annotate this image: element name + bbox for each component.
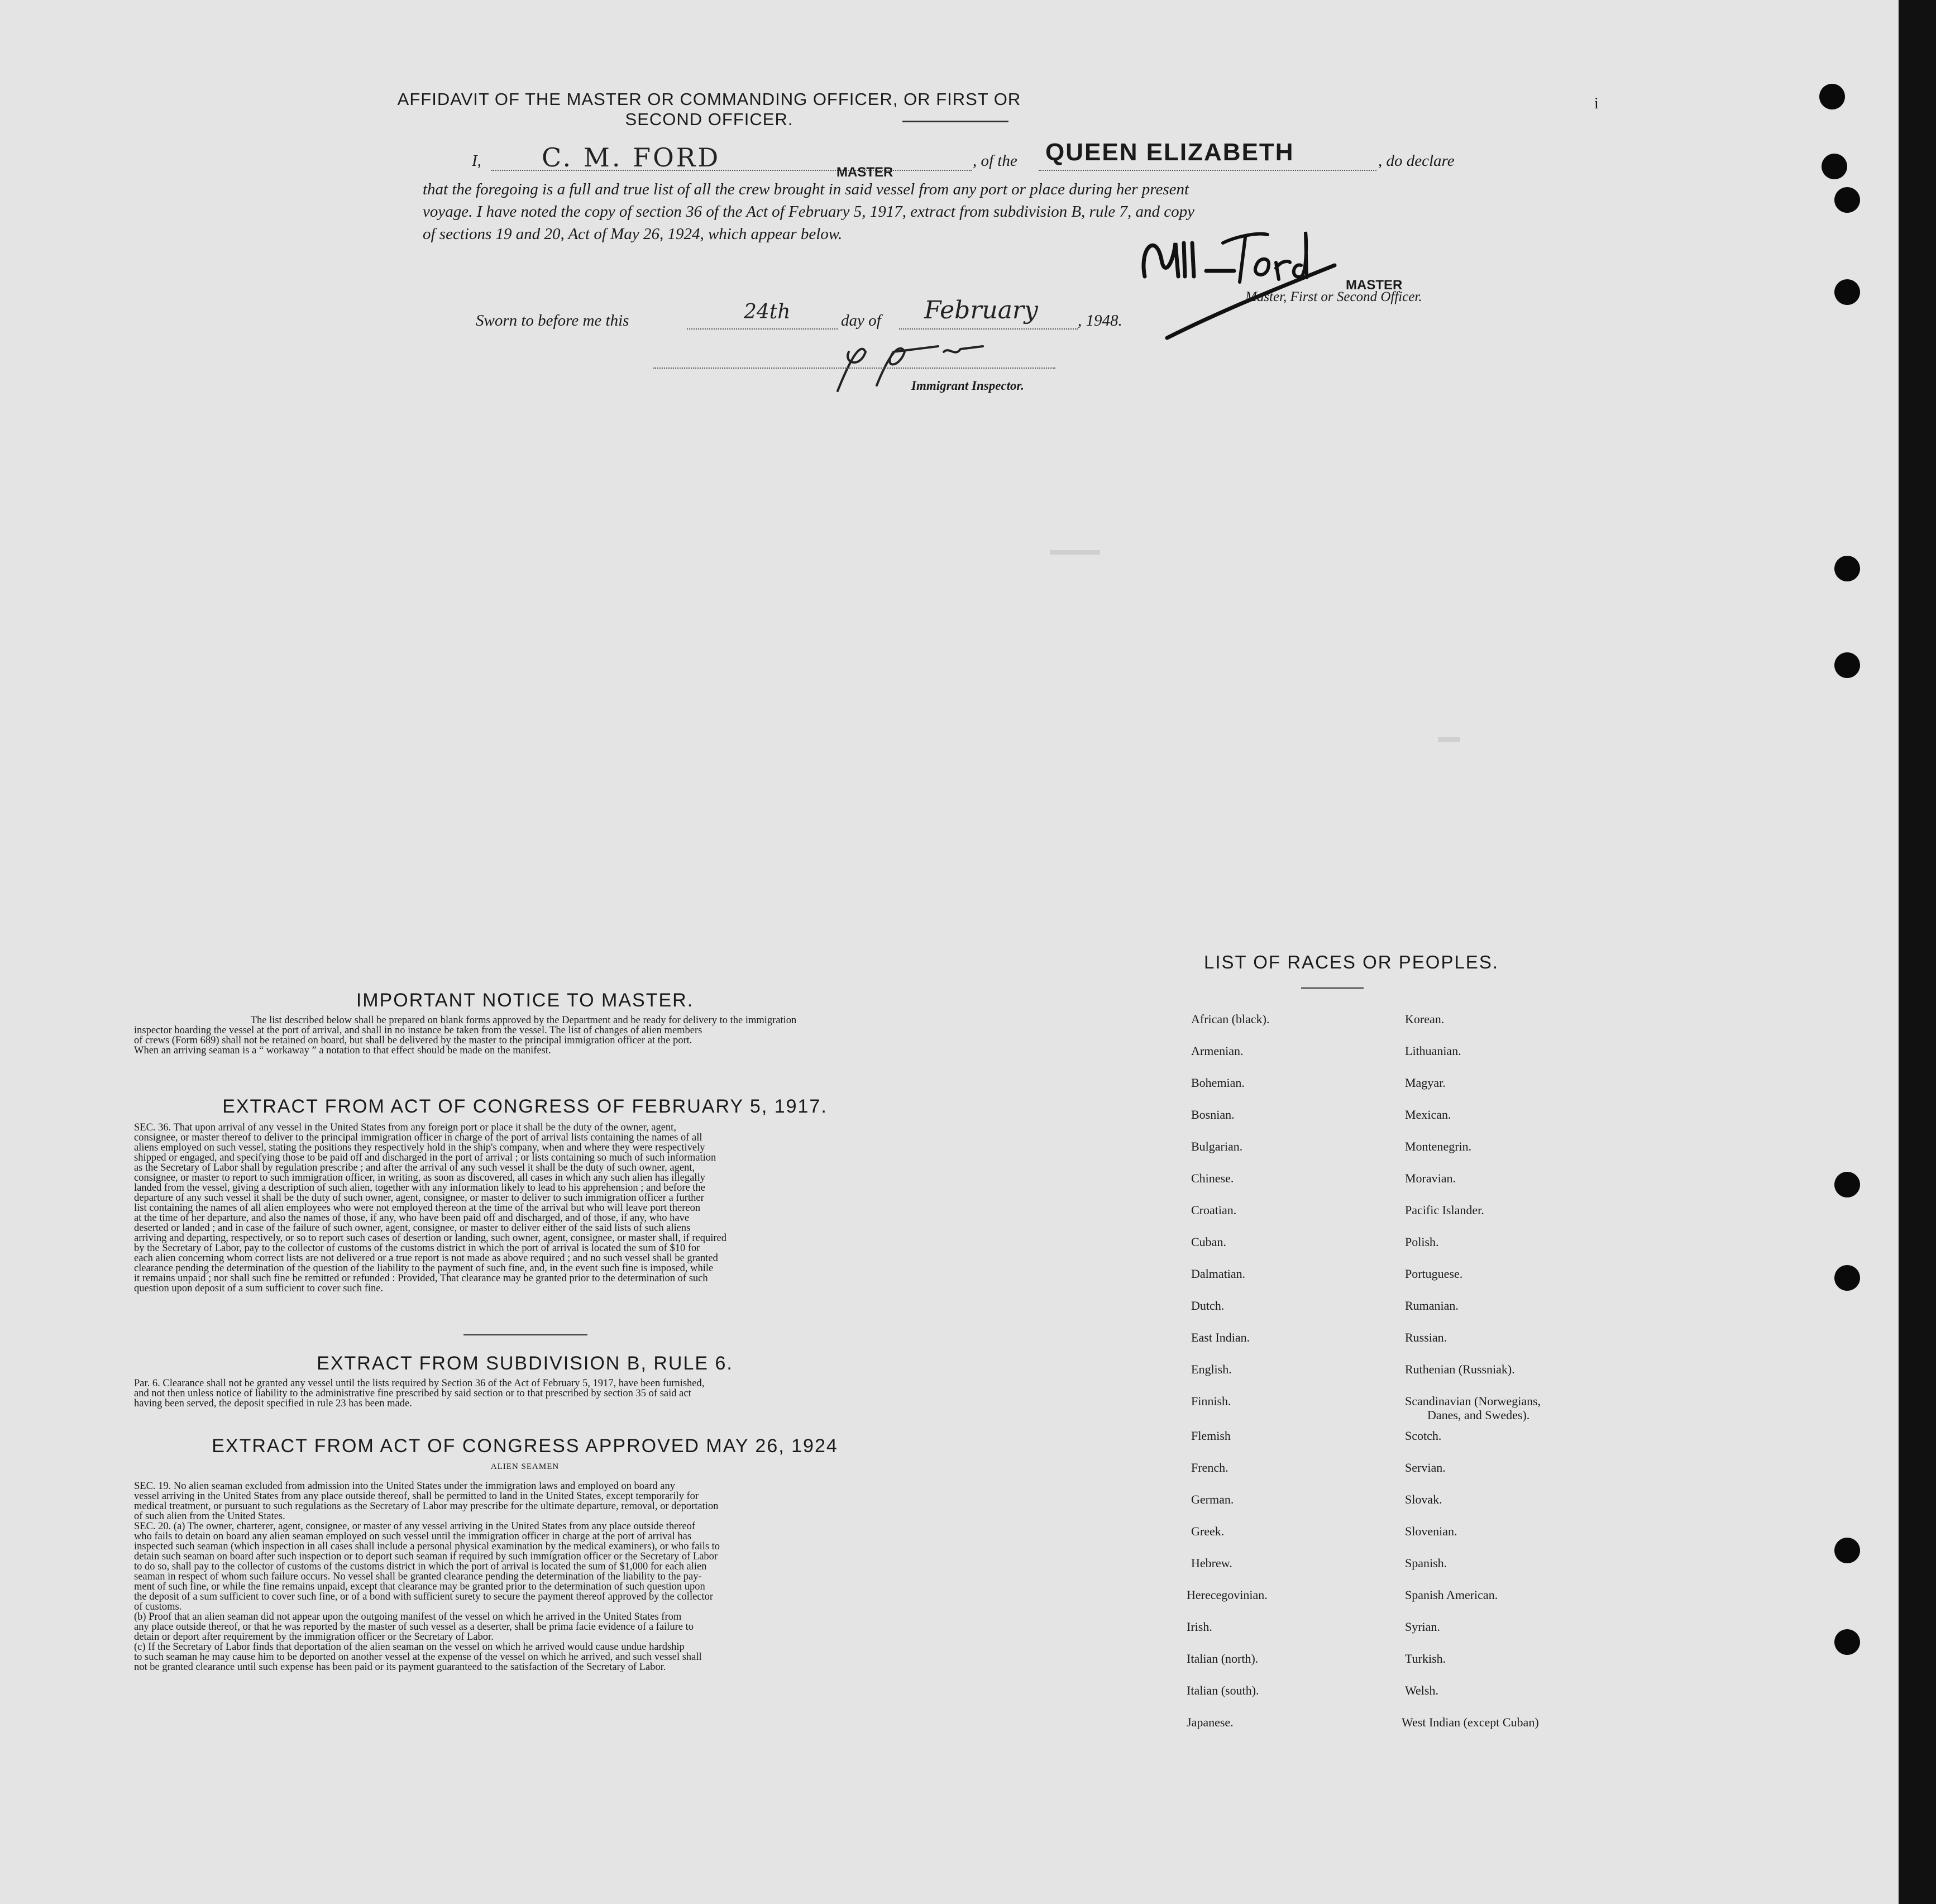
declarant-i: I, bbox=[472, 152, 481, 170]
race-item: Greek. bbox=[1191, 1524, 1225, 1538]
act-line: by the Secretary of Labor, pay to the collector of customs of the customs district in which the port of arrival is located the sum of $10 for bbox=[134, 1243, 700, 1254]
act-line: (b) Proof that an alien seaman did not appear upon the outgoing manifest of the vessel on which he arrived in the United States from bbox=[134, 1611, 682, 1623]
faint-stamp-mark bbox=[1438, 737, 1460, 742]
punch-hole bbox=[1834, 1629, 1860, 1655]
race-item: Finnish. bbox=[1191, 1394, 1231, 1408]
vessel-blank bbox=[1039, 170, 1376, 171]
race-item: Korean. bbox=[1405, 1012, 1445, 1026]
race-item: Spanish. bbox=[1405, 1556, 1447, 1570]
sworn-text: Sworn to before me this bbox=[476, 312, 629, 330]
act-line: departure of any such vessel it shall be the duty of such owner, agent, consignee, or master to deliver to such immigration officer a further bbox=[134, 1192, 704, 1204]
act-line: it remains unpaid ; nor shall such fine be remitted or refunded : Provided, That clearance may be granted prior to the determination of such bbox=[134, 1273, 708, 1284]
race-item: Scotch. bbox=[1405, 1429, 1442, 1443]
notice-title: IMPORTANT NOTICE TO MASTER. bbox=[356, 990, 694, 1011]
race-item: Servian. bbox=[1405, 1461, 1446, 1474]
race-item: Mexican. bbox=[1405, 1108, 1451, 1122]
act-line: question upon deposit of a sum sufficient to cover such fine. bbox=[134, 1283, 384, 1294]
race-item: Magyar. bbox=[1405, 1076, 1446, 1090]
race-item: Bohemian. bbox=[1191, 1076, 1245, 1090]
races-divider bbox=[1301, 987, 1364, 989]
race-item: German. bbox=[1191, 1492, 1234, 1506]
act-line: of such alien from the United States. bbox=[134, 1511, 285, 1522]
page-mark: i bbox=[1594, 95, 1599, 112]
race-item: Dalmatian. bbox=[1191, 1267, 1246, 1281]
master-signature bbox=[1122, 209, 1379, 349]
sworn-month: February bbox=[924, 296, 1038, 325]
race-item: Chinese. bbox=[1191, 1171, 1234, 1185]
notice-line: inspector boarding the vessel at the port of arrival, and shall in no instance be taken from the vessel. The list of changes of alien members bbox=[134, 1025, 702, 1036]
act-line: not be granted clearance until such expense has been paid or its payment guaranteed to the satisfaction of the Secretary of Labor. bbox=[134, 1662, 666, 1673]
declaration-line-2: that the foregoing is a full and true list of all the crew brought in said vessel from any port or place during her present bbox=[423, 180, 1189, 198]
race-item: Turkish. bbox=[1405, 1652, 1446, 1666]
race-item: Ruthenian (Russniak). bbox=[1405, 1362, 1515, 1376]
signature-caption: Master, First or Second Officer. bbox=[1245, 289, 1422, 304]
race-item: Syrian. bbox=[1405, 1620, 1440, 1634]
act-line: detain such seaman on board after such inspection or to deport such seaman if required by such immigration officer or the Secretary of Labor bbox=[134, 1551, 718, 1562]
affidavit-title: AFFIDAVIT OF THE MASTER OR COMMANDING OFFICER, OR FIRST OR SECOND OFFICER. bbox=[397, 89, 1021, 129]
act-line: the deposit of a sum sufficient to cover such fine, or of a bond with sufficient surety to secure the payment thereof approved by the collector bbox=[134, 1591, 714, 1602]
race-item: East Indian. bbox=[1191, 1330, 1250, 1344]
act-1924-subtitle: ALIEN SEAMEN bbox=[490, 1462, 560, 1471]
punch-hole bbox=[1834, 1538, 1860, 1563]
act-line: aliens employed on such vessel, stating the positions they respectively hold in the ship's company, when and where they were respectively bbox=[134, 1142, 705, 1153]
sworn-day: 24th bbox=[744, 300, 791, 323]
act-line: clearance pending the determination of the question of the liability to the payment of such fine, and, in the event such fine is imposed, while bbox=[134, 1263, 714, 1274]
race-item: Armenian. bbox=[1191, 1044, 1244, 1058]
race-item: Japanese. bbox=[1187, 1715, 1234, 1729]
subdivision-line: Par. 6. Clearance shall not be granted any vessel until the lists required by Section 36 of the Act of February 5, 1917, have been furnished, bbox=[134, 1378, 705, 1389]
signature-rank-stamp: MASTER bbox=[1346, 278, 1403, 293]
race-item: Irish. bbox=[1187, 1620, 1212, 1634]
notice-line: When an arriving seaman is a “ workaway ” a notation to that effect should be made on the manifest. bbox=[134, 1045, 551, 1056]
notice-line: The list described below shall be prepared on blank forms approved by the Department and be ready for delivery to the immigration bbox=[250, 1015, 797, 1026]
race-item: Scandinavian (Norwegians, bbox=[1405, 1394, 1541, 1408]
race-item: Bulgarian. bbox=[1191, 1139, 1243, 1153]
act-line: ment of such fine, or while the fine remains unpaid, except that clearance may be granted prior to the determination of such question upon bbox=[134, 1581, 705, 1592]
act-line: to do so, shall pay to the collector of customs of the customs district in which the port of arrival is located the sum of $1,000 for each alien bbox=[134, 1561, 707, 1572]
race-item: Spanish American. bbox=[1405, 1588, 1498, 1602]
act-line: any place outside thereof, or that he was reported by the master of such vessel as a deserter, shall be prima facie evidence of a failure to bbox=[134, 1621, 694, 1633]
race-item: Herecegovinian. bbox=[1187, 1588, 1268, 1602]
race-item: Bosnian. bbox=[1191, 1108, 1235, 1122]
act-line: to such seaman he may cause him to be deported on another vessel at the expense of the vessel on which he arrived, and such vessel shall bbox=[134, 1652, 702, 1663]
races-title: LIST OF RACES OR PEOPLES. bbox=[1203, 952, 1499, 972]
sworn-year: , 1948. bbox=[1078, 312, 1122, 330]
act-line: SEC. 20. (a) The owner, charterer, agent, consignee, or master of any vessel arriving in the United States from any place outside thereof bbox=[134, 1521, 696, 1532]
race-item: Pacific Islander. bbox=[1405, 1203, 1484, 1217]
race-item: Dutch. bbox=[1191, 1299, 1225, 1313]
act-line: seaman in respect of whom such failure occurs. No vessel shall be granted clearance pending the determination of the liability to the pay- bbox=[134, 1571, 702, 1582]
race-item: Welsh. bbox=[1405, 1683, 1438, 1697]
act-1917-title: EXTRACT FROM ACT OF CONGRESS OF FEBRUARY 5, 1917. bbox=[222, 1096, 828, 1117]
race-item: Slovak. bbox=[1405, 1492, 1442, 1506]
subdivision-title: EXTRACT FROM SUBDIVISION B, RULE 6. bbox=[317, 1353, 733, 1374]
race-item: Cuban. bbox=[1191, 1235, 1226, 1249]
act-line: arriving and departing, respectively, or so to report such cases of desertion or landing, such owner, agent, consignee, or master shall, if required bbox=[134, 1233, 726, 1244]
punch-hole bbox=[1834, 187, 1860, 213]
race-item: Russian. bbox=[1405, 1330, 1447, 1344]
punch-hole bbox=[1834, 1265, 1860, 1291]
act-line: list containing the names of all alien employees who were not employed thereon at the time of the arrival but who will leave port thereon bbox=[134, 1202, 701, 1214]
punch-hole bbox=[1822, 154, 1847, 179]
act-line: at the time of her departure, and also the names of those, if any, who have been paid off and discharged, and of those, if any, who have bbox=[134, 1213, 690, 1224]
declaration-line-3: voyage. I have noted the copy of section 36 of the Act of February 5, 1917, extract from subdivision B, rule 7, and copy bbox=[423, 203, 1195, 221]
act-line: shipped or engaged, and specifying those to be paid off and discharged in the port of arrival ; or lists containing so much of such information bbox=[134, 1152, 716, 1163]
act-line: detain or deport after requirement by the immigration officer or the Secretary of Labor. bbox=[134, 1631, 494, 1643]
race-item: English. bbox=[1191, 1362, 1232, 1376]
punch-hole bbox=[1834, 652, 1860, 678]
race-item: Moravian. bbox=[1405, 1171, 1456, 1185]
day-blank bbox=[687, 328, 838, 330]
inspector-blank bbox=[653, 368, 1055, 369]
act-line: consignee, or master to report to such immigration officer, in writing, as soon as discovered, all cases in which any such alien has illegally bbox=[134, 1172, 705, 1184]
vessel-name-stamp: QUEEN ELIZABETH bbox=[1045, 139, 1294, 166]
race-item: Rumanian. bbox=[1405, 1299, 1459, 1313]
act-line: (c) If the Secretary of Labor finds that deportation of the alien seaman on the vessel on which he arrived would cause undue hardship bbox=[134, 1641, 685, 1653]
act-line: medical treatment, or pursuant to such regulations as the Secretary of Labor may prescribe for the ultimate departure, removal, or deportation bbox=[134, 1501, 719, 1512]
race-item: Italian (south). bbox=[1187, 1683, 1259, 1697]
punch-hole bbox=[1834, 279, 1860, 305]
do-declare-text: , do declare bbox=[1378, 152, 1455, 170]
act-line: landed from the vessel, giving a description of such alien, together with any information likely to lead to his apprehension ; and before the bbox=[134, 1182, 705, 1194]
inspector-caption: Immigrant Inspector. bbox=[911, 379, 1024, 393]
declaration-line-4: of sections 19 and 20, Act of May 26, 1924, which appear below. bbox=[423, 225, 843, 243]
punch-hole bbox=[1819, 84, 1845, 109]
day-of-text: day of bbox=[841, 312, 881, 330]
of-the-text: , of the bbox=[973, 152, 1017, 170]
rank-stamp: MASTER bbox=[836, 165, 893, 180]
scan-edge bbox=[1899, 0, 1936, 1904]
race-item: Lithuanian. bbox=[1405, 1044, 1461, 1058]
title-divider bbox=[902, 121, 1008, 122]
race-item: West Indian (except Cuban) bbox=[1402, 1715, 1539, 1729]
act-line: who fails to detain on board any alien seaman employed on such vessel until the immigration officer in charge at the port of arrival has bbox=[134, 1531, 692, 1542]
act-line: of customs. bbox=[134, 1601, 182, 1612]
act-line: each alien concerning whom correct lists are not delivered or a true report is not made as above required ; and no such vessel shall be granted bbox=[134, 1253, 718, 1264]
race-item: French. bbox=[1191, 1461, 1228, 1474]
section-divider bbox=[463, 1334, 587, 1335]
race-item-continuation: Danes, and Swedes). bbox=[1427, 1408, 1530, 1422]
subdivision-line: and not then unless notice of liability to the administrative fine prescribed by said section or to that prescribed by section 35 of said act bbox=[134, 1388, 691, 1399]
race-item: Portuguese. bbox=[1405, 1267, 1463, 1281]
race-item: Italian (north). bbox=[1187, 1652, 1259, 1666]
race-item: African (black). bbox=[1191, 1012, 1270, 1026]
faint-stamp-mark bbox=[1050, 550, 1100, 555]
act-line: as the Secretary of Labor shall by regulation prescribe ; and after the arrival of any such vessel it shall be the duty of such owner, agent, bbox=[134, 1162, 695, 1173]
race-item: Montenegrin. bbox=[1405, 1139, 1472, 1153]
act-line: consignee, or master thereof to deliver to the principal immigration officer in charge of the port of arrival lists containing the names of all bbox=[134, 1132, 702, 1143]
declarant-name: C. M. FORD bbox=[542, 142, 721, 173]
act-line: SEC. 19. No alien seaman excluded from admission into the United States under the immigration laws and employed on board any bbox=[134, 1481, 675, 1492]
race-item: Croatian. bbox=[1191, 1203, 1237, 1217]
act-line: deserted or landed ; and in case of the failure of such owner, agent, consignee, or master to deliver either of the said lists of such aliens bbox=[134, 1223, 691, 1234]
notice-line: of crews (Form 689) shall not be retained on board, but shall be delivered by the master to the principal immigration officer at the port. bbox=[134, 1035, 692, 1046]
act-line: SEC. 36. That upon arrival of any vessel in the United States from any foreign port or place it shall be the duty of the owner, agent, bbox=[134, 1122, 676, 1133]
act-line: inspected such seaman (which inspection in all cases shall include a personal physical examination by the medical examiners), or who fails to bbox=[134, 1541, 720, 1552]
act-1924-title: EXTRACT FROM ACT OF CONGRESS APPROVED MAY 26, 1924 bbox=[212, 1435, 838, 1457]
act-line: vessel arriving in the United States from any place outside thereof, shall be permitted to land in the United States, except temporarily for bbox=[134, 1491, 699, 1502]
punch-hole bbox=[1834, 556, 1860, 581]
punch-hole bbox=[1834, 1172, 1860, 1197]
race-item: Hebrew. bbox=[1191, 1556, 1232, 1570]
race-item: Flemish bbox=[1191, 1429, 1231, 1443]
race-item: Slovenian. bbox=[1405, 1524, 1457, 1538]
race-item: Polish. bbox=[1405, 1235, 1439, 1249]
subdivision-line: having been served, the deposit specified in rule 23 has been made. bbox=[134, 1398, 412, 1409]
